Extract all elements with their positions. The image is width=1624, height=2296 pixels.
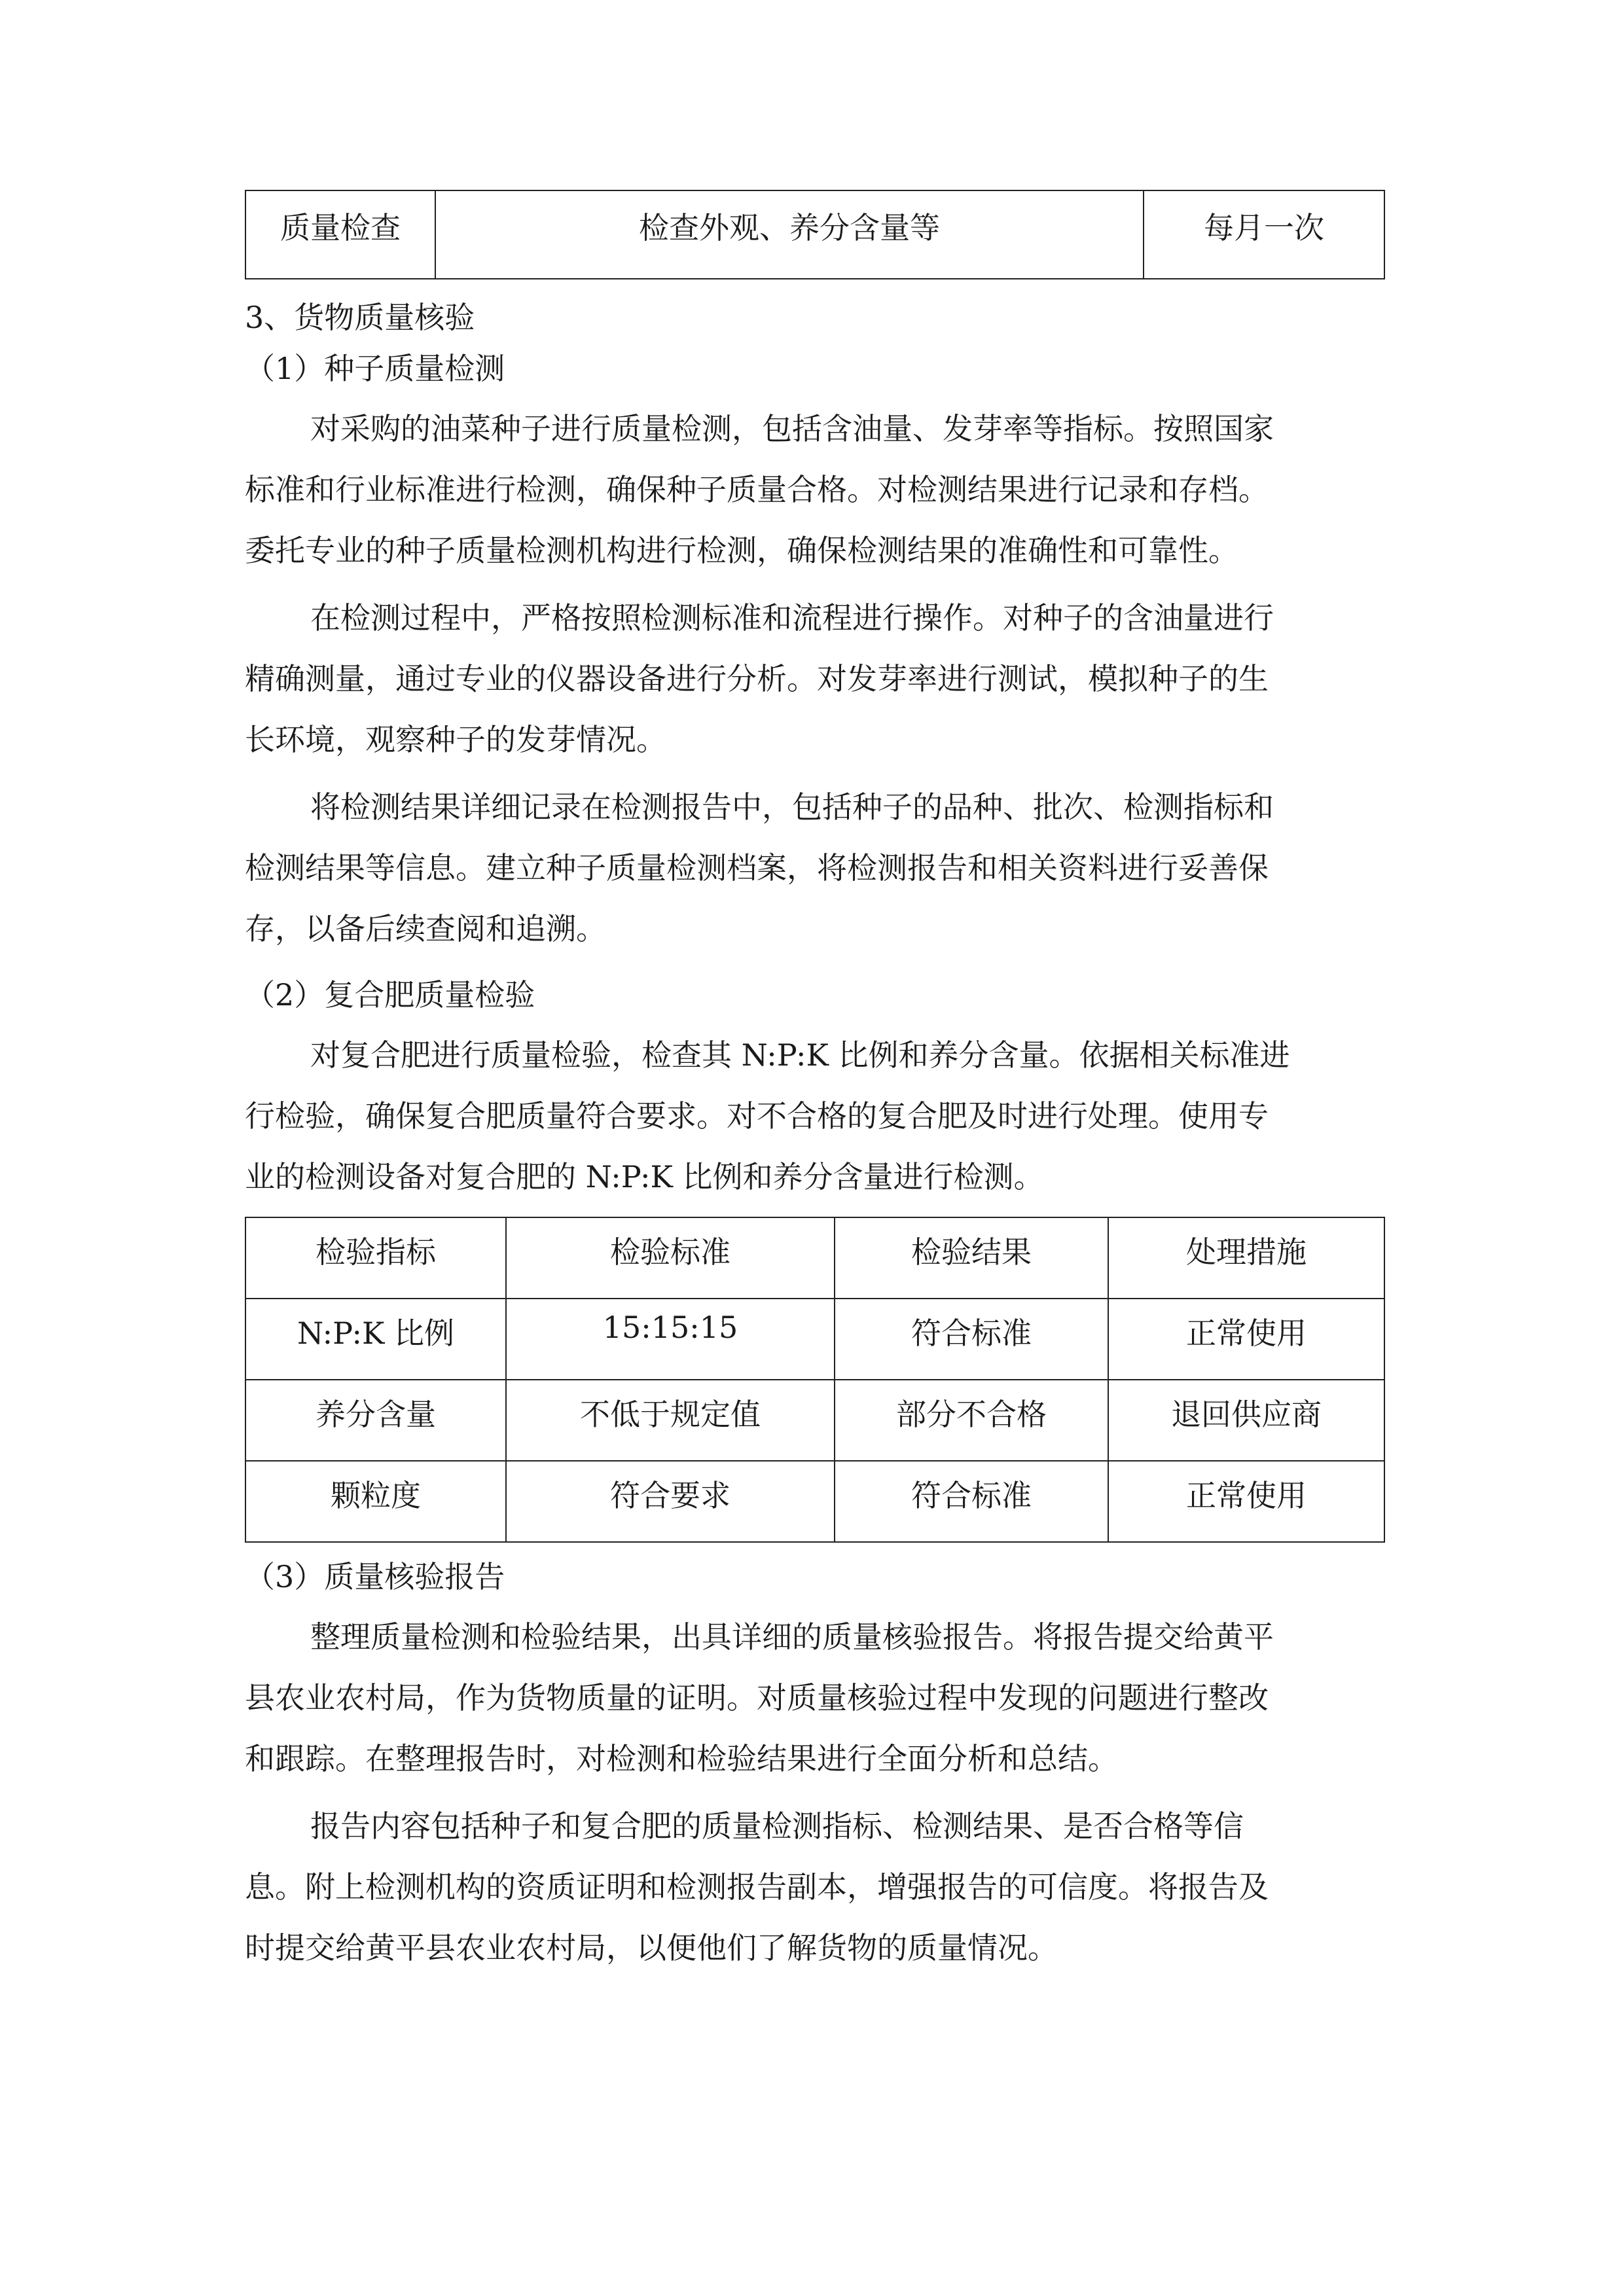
- subsection-title-report: （3）质量核验报告: [245, 1559, 505, 1594]
- table-cell: 质量检查: [245, 190, 435, 279]
- table-row: [245, 1461, 1384, 1542]
- table-cell: 每月一次: [1144, 190, 1384, 279]
- paragraph: 将检测结果详细记录在检测报告中，包括种子的品种、批次、检测指标和 检测结果等信息。建立种子质量检测档案，将检测报告和相关资料进行妥善保 存，以备后续查阅和追溯。: [245, 789, 1274, 946]
- document-page: [245, 190, 1382, 1979]
- section-heading: 3、货物质量核验: [245, 300, 475, 335]
- column-header: 检验标准: [506, 1217, 835, 1299]
- table-cell: 正常使用: [1108, 1299, 1384, 1380]
- subsection-title-seed: （1）种子质量检测: [245, 351, 505, 386]
- table-row: [245, 1380, 1384, 1461]
- table-cell: 符合标准: [835, 1461, 1108, 1542]
- table-cell: 符合标准: [835, 1299, 1108, 1380]
- column-header: 检验指标: [245, 1217, 506, 1299]
- table-cell: 退回供应商: [1108, 1380, 1384, 1461]
- table-cell: 颗粒度: [245, 1461, 506, 1542]
- inspection-schedule-table: [245, 190, 1385, 279]
- paragraph: 报告内容包括种子和复合肥的质量检测指标、检测结果、是否合格等信 息。附上检测机构的资质证明和检测报告副本，增强报告的可信度。将报告及 时提交给黄平县农业农村局，以便他们了解货物的质量情况。: [245, 1808, 1269, 1965]
- table-cell: 部分不合格: [835, 1380, 1108, 1461]
- table-cell: 15:15:15: [506, 1299, 835, 1380]
- table-header-row: [245, 1217, 1384, 1299]
- table-cell: N:P:K 比例: [245, 1299, 506, 1380]
- column-header: 处理措施: [1108, 1217, 1384, 1299]
- table-cell: 不低于规定值: [506, 1380, 835, 1461]
- paragraph: 对采购的油菜种子进行质量检测，包括含油量、发芽率等指标。按照国家 标准和行业标准进行检测，确保种子质量合格。对检测结果进行记录和存档。 委托专业的种子质量检测机构进行检测，确保检测结果的准确性和可靠性。: [245, 411, 1274, 568]
- table-row: [245, 1299, 1384, 1380]
- subsection-title-fertilizer: （2）复合肥质量检验: [245, 977, 535, 1013]
- paragraph: 整理质量检测和检验结果，出具详细的质量核验报告。将报告提交给黄平 县农业农村局，作为货物质量的证明。对质量核验过程中发现的问题进行整改 和跟踪。在整理报告时，对检测和检验结果进行全面分析和总结。: [245, 1619, 1274, 1776]
- paragraph: 对复合肥进行质量检验，检查其 N:P:K 比例和养分含量。依据相关标准进 行检验，确保复合肥质量符合要求。对不合格的复合肥及时进行处理。使用专 业的检测设备对复合肥的 N:P:K 比例和养分含量进行检测。: [245, 1037, 1290, 1194]
- fertilizer-inspection-table: [245, 1217, 1385, 1543]
- table-cell: 养分含量: [245, 1380, 506, 1461]
- table-row: [245, 190, 1384, 279]
- table-cell: 正常使用: [1108, 1461, 1384, 1542]
- column-header: 检验结果: [835, 1217, 1108, 1299]
- paragraph: 在检测过程中，严格按照检测标准和流程进行操作。对种子的含油量进行 精确测量，通过专业的仪器设备进行分析。对发芽率进行测试，模拟种子的生 长环境，观察种子的发芽情况。: [245, 600, 1274, 757]
- table-cell: 检查外观、养分含量等: [435, 190, 1144, 279]
- table-cell: 符合要求: [506, 1461, 835, 1542]
